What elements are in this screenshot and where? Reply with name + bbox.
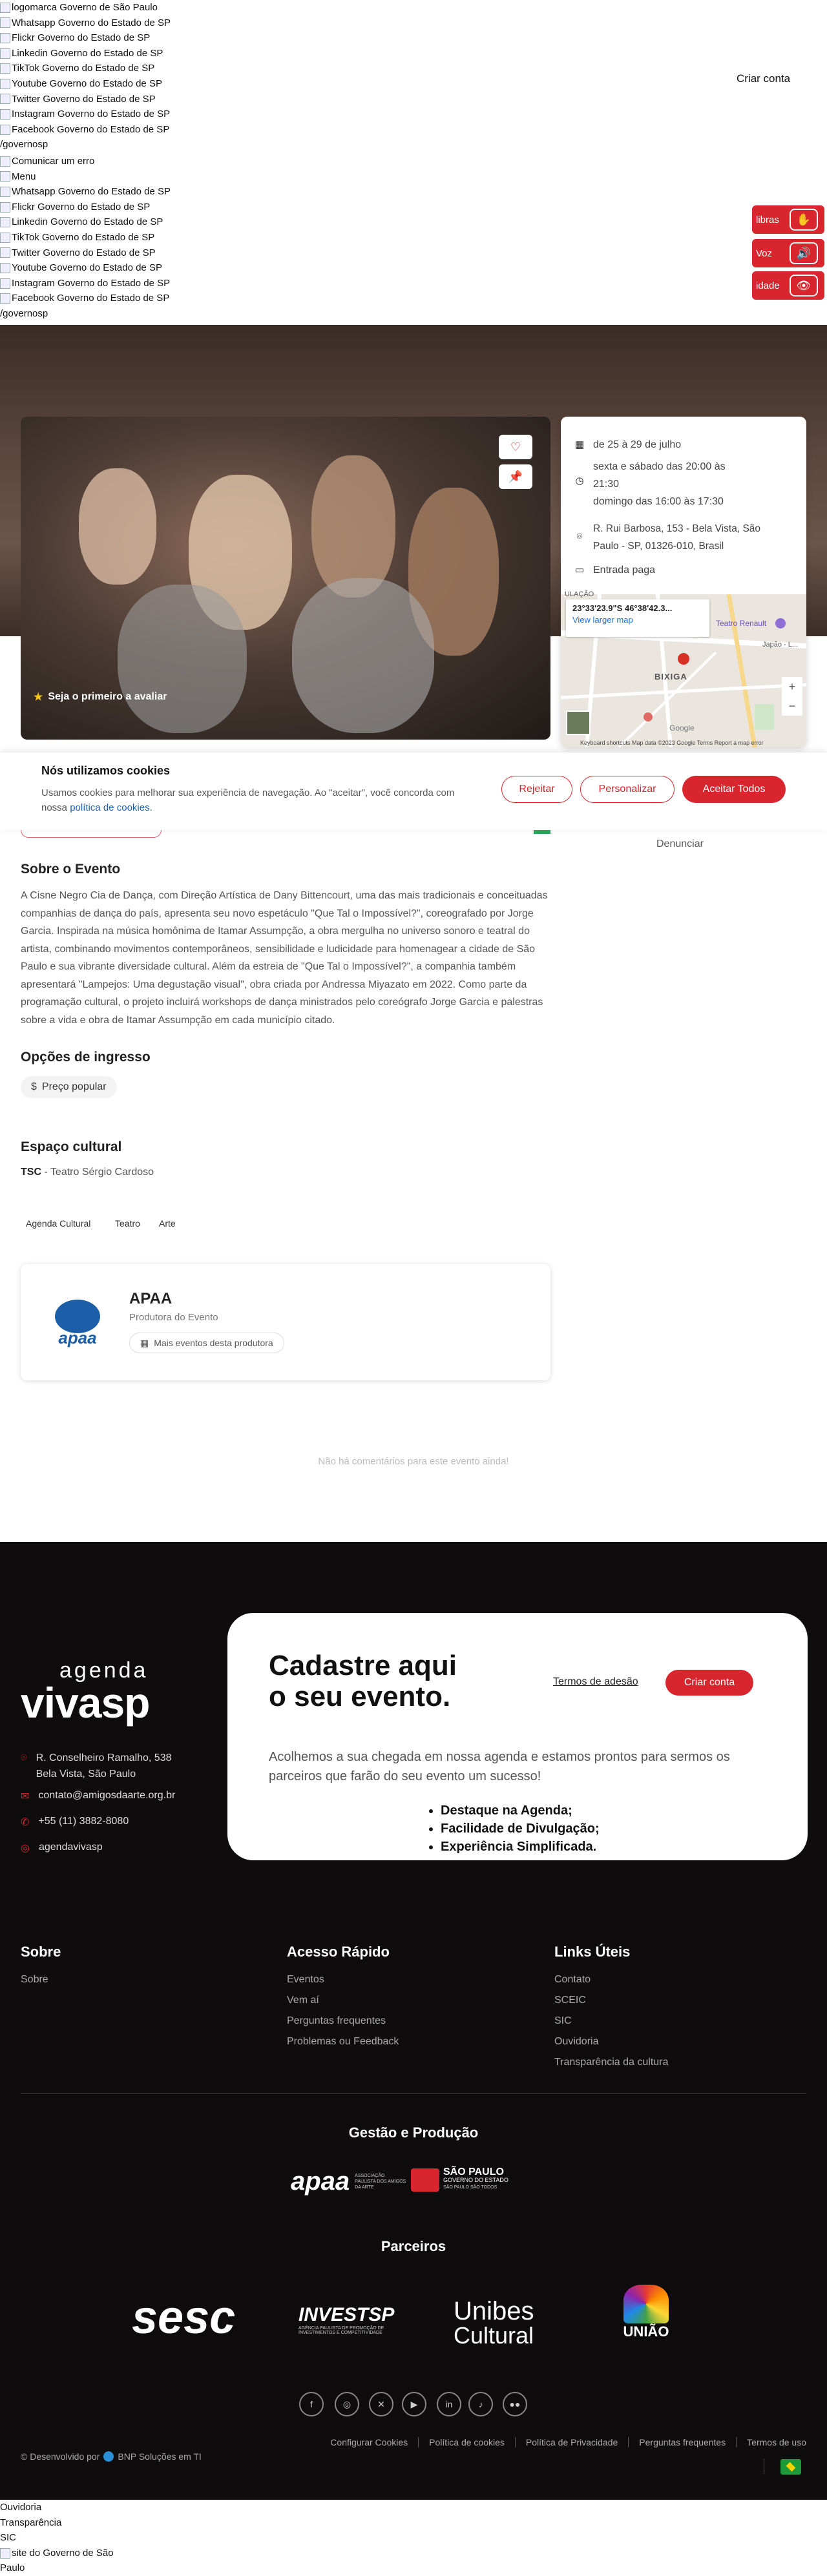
producer-role: Produtora do Evento	[129, 1312, 218, 1323]
gestao-title: Gestão e Produção	[348, 2124, 479, 2141]
venue-text	[21, 1167, 154, 1178]
terms-link[interactable]: Termos de adesão	[553, 1676, 638, 1687]
reject-cookies-button[interactable]: Rejeitar	[501, 776, 572, 803]
parceiros-title: Parceiros	[381, 2238, 446, 2254]
apaa-logo-text: apaa	[291, 2167, 350, 2196]
instagram-text: agendavivasp	[38, 1842, 103, 1853]
gov-bottom-link-8[interactable]	[0, 276, 171, 291]
linkedin-icon[interactable]: in	[437, 2392, 461, 2416]
gov-top-link-label: logomarca Governo de São Paulo	[12, 2, 158, 13]
investsp-sub: AGÊNCIA PAULISTA DE PROMOÇÃO DE INVESTIMENTOS E COMPETITIVIDADE	[298, 2326, 384, 2335]
gov-bottom-link-3[interactable]	[0, 200, 171, 215]
brazil-flag-icon[interactable]	[780, 2459, 801, 2475]
gov-top-link-label: Flickr Governo do Estado de SP	[12, 32, 151, 44]
calendar-icon: ▦	[140, 1337, 149, 1348]
libras-label: libras	[756, 214, 779, 225]
date-text: de 25 à 29 de julho	[593, 439, 682, 450]
sesc-logo: sesc	[132, 2292, 236, 2343]
address-text: R. Rui Barbosa, 153 - Bela Vista, São Paulo - SP, 01326-010, Brasil	[593, 523, 761, 552]
tag-teatro[interactable]: Teatro	[115, 1218, 140, 1229]
broken-image-icon	[0, 125, 10, 135]
gov-top-bar	[0, 0, 827, 325]
no-comments-text: Não há comentários para este evento ainda!	[318, 1456, 509, 1467]
gov-top-link-3[interactable]	[0, 46, 171, 61]
link-faq-bottom[interactable]: Perguntas frequentes	[628, 2437, 726, 2447]
uniao-logo	[607, 2285, 685, 2356]
gov-bottom-link-10[interactable]	[0, 306, 171, 322]
dev-name[interactable]: BNP Soluções em TI	[118, 2451, 202, 2462]
map-district-label: BIXIGA	[654, 672, 687, 681]
broken-image-icon	[0, 233, 10, 243]
link-sobre[interactable]: Sobre	[21, 1974, 48, 1985]
gov-top-link-7[interactable]	[0, 107, 171, 122]
gov-top-link-2[interactable]	[0, 30, 171, 46]
investsp-logo	[298, 2304, 395, 2335]
gov-top-link-4[interactable]	[0, 61, 171, 76]
report-link[interactable]: Denunciar	[656, 838, 704, 849]
map-japao-label: Japão - L...	[762, 641, 799, 649]
gov-bottom-link-1[interactable]	[0, 169, 171, 185]
link-ouvidoria[interactable]: Ouvidoria	[554, 2036, 599, 2047]
broken-image-icon	[0, 202, 10, 213]
gov-top-link-label: Instagram Governo do Estado de SP	[12, 109, 171, 120]
broken-image-icon	[0, 3, 10, 13]
gov-bottom-link-label: Comunicar um erro	[12, 156, 95, 167]
map-pin-icon: ⌾	[576, 531, 583, 542]
broken-image-icon	[0, 263, 10, 273]
entry-text: Entrada paga	[593, 565, 656, 576]
link-faq[interactable]: Perguntas frequentes	[287, 2015, 386, 2026]
map-info-box	[566, 599, 709, 637]
after-footer-link-2[interactable]	[0, 2530, 114, 2546]
after-footer-label: Transparência	[0, 2517, 62, 2528]
cookie-banner	[0, 753, 827, 830]
about-text: A Cisne Negro Cia de Dança, com Direção Artística de Dany Bittencourt, uma das mais tradicionais e conceituadas companhias de dança do país, apresenta seu novo espetáculo "Que Tal o Impossível?", coreografado por Jorge Garcia. Inspirada na música homônima de Itamar Assumpção, a obra mergulha no universo sonoro e teatral do artista, combinando movimentos contemporâneos, sensibilidade e ludicidade para homenagear a cidade de São Paulo e sua vibrante diversidade cultural. Além da estreia de "Que Tal o Impossível?", a companhia também apresentará "Lampejos: Uma degustação visual", obra criada por Andressa Miyazato em 2022. Como parte da programação cultural, o projeto incluirá workshops de dança ministrados pelo coreógrafo Jorge Garcia e palestras sobre a vida e obra de Itamar Assumpção em cada município citado.	[21, 890, 548, 1026]
voice-label: Voz	[756, 247, 773, 259]
accept-cookies-button[interactable]: Aceitar Todos	[682, 776, 786, 803]
create-account-link[interactable]: Criar conta	[737, 72, 791, 85]
date-row	[574, 436, 681, 453]
footer-instagram[interactable]	[21, 1842, 103, 1854]
cookie-policy-link[interactable]: política de cookies.	[70, 802, 152, 813]
register-title	[269, 1650, 457, 1712]
register-event-card	[227, 1613, 808, 1860]
about-title: Sobre o Evento	[21, 862, 121, 877]
broken-image-icon	[0, 278, 10, 289]
gov-top-link-label: Twitter Governo do Estado de SP	[12, 93, 156, 105]
bottom-links	[330, 2437, 806, 2447]
contrast-button[interactable]	[752, 271, 824, 300]
register-text: Acolhemos a sua chegada em nossa agenda e estamos prontos para sermos os parceiros que farão do seu evento um sucesso!	[269, 1750, 730, 1783]
after-footer-link-3[interactable]	[0, 2546, 114, 2561]
link-sceic[interactable]: SCEIC	[554, 1995, 586, 2006]
gov-bottom-link-6[interactable]	[0, 245, 171, 261]
gov-bottom-link-label: Youtube Governo do Estado de SP	[12, 262, 162, 274]
gov-bottom-link-label: TikTok Governo do Estado de SP	[12, 231, 155, 243]
gov-bottom-link-label: Whatsapp Governo do Estado de SP	[12, 186, 171, 198]
more-events-button[interactable]	[129, 1333, 284, 1353]
gov-top-link-1[interactable]	[0, 16, 171, 31]
sp-gov-1: SÃO PAULO	[443, 2166, 504, 2177]
eye-icon: 👁	[790, 275, 818, 296]
gov-top-link-0[interactable]	[0, 0, 171, 16]
event-info-card	[561, 417, 806, 747]
broken-image-icon	[0, 247, 10, 258]
unibes-2: Cultural	[454, 2322, 534, 2349]
gov-link-list-bottom	[0, 154, 171, 322]
tickets-title: Opções de ingresso	[21, 1050, 151, 1065]
address-line-2: Bela Vista, São Paulo	[36, 1769, 136, 1780]
after-footer-link-4[interactable]	[0, 2560, 114, 2576]
google-logo: Google	[669, 723, 695, 732]
footer-col-sobre	[21, 1944, 61, 1990]
broken-image-icon	[0, 2548, 10, 2559]
gov-bottom-link-label: Facebook Governo do Estado de SP	[12, 293, 170, 304]
broken-image-icon	[0, 33, 10, 43]
hidden-accent-edge	[534, 830, 550, 834]
after-footer-label: Ouvidoria	[0, 2502, 42, 2513]
broken-image-icon	[0, 156, 10, 167]
col-title-links: Links Úteis	[554, 1944, 631, 1960]
gov-link-list-top	[0, 0, 171, 152]
unibes-logo	[454, 2299, 534, 2348]
gov-bottom-link-2[interactable]	[0, 184, 171, 200]
favorite-button[interactable]	[499, 435, 532, 459]
broken-image-icon	[0, 17, 10, 28]
bnp-icon	[103, 2451, 114, 2462]
price-chip	[21, 1076, 117, 1098]
gov-bottom-link-label: Instagram Governo do Estado de SP	[12, 277, 171, 289]
bullet-1: • Destaque na Agenda;	[441, 1802, 600, 1820]
map-place-label: Teatro Renault	[716, 619, 767, 628]
gov-top-link-6[interactable]	[0, 92, 171, 107]
gov-top-link-label: TikTok Governo do Estado de SP	[12, 63, 155, 74]
gov-top-link-5[interactable]	[0, 76, 171, 92]
broken-image-icon	[0, 217, 10, 227]
link-config-cookies[interactable]: Configurar Cookies	[330, 2437, 408, 2447]
after-footer-label: Paulo	[0, 2562, 25, 2574]
gov-bottom-link-5[interactable]	[0, 230, 171, 245]
link-feedback[interactable]: Problemas ou Feedback	[287, 2036, 399, 2047]
map-layer-toggle[interactable]	[566, 711, 591, 735]
footer-email[interactable]	[21, 1790, 175, 1803]
sp-gov-logo	[411, 2168, 508, 2192]
mail-icon: ✉	[21, 1791, 30, 1802]
zoom-controls[interactable]: + −	[782, 677, 802, 716]
broken-image-icon	[0, 293, 10, 304]
footer-address	[21, 1750, 172, 1782]
map-attribution: Keyboard shortcuts Map data ©2023 Google Terms Report a map error	[580, 740, 764, 746]
producer-logo-text: apaa	[58, 1327, 97, 1347]
instagram-icon: ◎	[21, 1843, 30, 1854]
gov-top-link-label: /governosp	[0, 139, 48, 151]
after-footer-link-0[interactable]	[0, 2500, 114, 2515]
broken-image-icon	[0, 79, 10, 89]
phone-icon: ✆	[21, 1817, 30, 1828]
price-label: Preço popular	[41, 1081, 107, 1092]
ticket-icon: ▭	[574, 565, 585, 576]
register-title-2: o seu evento.	[269, 1681, 451, 1712]
speaker-icon: 🔊	[790, 242, 818, 264]
larger-map-link[interactable]: View larger map	[572, 615, 633, 625]
gov-bottom-link-9[interactable]	[0, 291, 171, 306]
gov-bottom-link-label: Twitter Governo do Estado de SP	[12, 247, 156, 258]
facebook-icon[interactable]: f	[299, 2392, 324, 2416]
hands-icon: ✋	[790, 209, 818, 231]
gov-top-link-label: Linkedin Governo do Estado de SP	[12, 47, 163, 59]
create-account-button[interactable]: Criar conta	[665, 1670, 753, 1696]
broken-image-icon	[0, 48, 10, 59]
link-eventos[interactable]: Eventos	[287, 1974, 324, 1985]
map-pin-icon: ⌾	[21, 1752, 27, 1763]
rating-badge[interactable]	[34, 691, 167, 703]
apaa-logo-sub: ASSOCIAÇÃO PAULISTA DOS AMIGOS DA ARTE	[355, 2174, 406, 2190]
after-footer-label: SIC	[0, 2532, 17, 2544]
more-events-label: Mais eventos desta produtora	[154, 1338, 273, 1348]
dollar-icon: $	[31, 1081, 37, 1092]
link-contato[interactable]: Contato	[554, 1974, 591, 1985]
customize-cookies-button[interactable]: Personalizar	[580, 776, 675, 803]
sp-gov-2: GOVERNO DO ESTADO	[443, 2177, 508, 2183]
producer-name: APAA	[129, 1290, 173, 1307]
clock-icon: ◷	[575, 475, 584, 486]
unibes-1: Unibes	[454, 2297, 534, 2325]
youtube-icon[interactable]: ▶	[402, 2392, 426, 2416]
broken-image-icon	[0, 94, 10, 104]
gov-bottom-link-label: Flickr Governo do Estado de SP	[12, 201, 151, 213]
libras-button[interactable]	[752, 205, 824, 234]
contrast-label: idade	[756, 280, 780, 291]
space-title: Espaço cultural	[21, 1139, 122, 1154]
broken-image-icon	[0, 63, 10, 74]
uniao-text: UNIÃO	[623, 2323, 669, 2340]
link-vem-ai[interactable]: Vem aí	[287, 1995, 319, 2006]
link-sic[interactable]: SIC	[554, 2015, 572, 2026]
tag-arte[interactable]: Arte	[159, 1218, 176, 1229]
register-bullets	[441, 1802, 600, 1856]
col-title-acesso: Acesso Rápido	[287, 1944, 390, 1960]
bullet-2: • Facilidade de Divulgação;	[441, 1820, 600, 1838]
footer-phone[interactable]	[21, 1816, 129, 1829]
voice-button[interactable]	[752, 239, 824, 267]
gov-top-link-9[interactable]	[0, 137, 171, 152]
producer-card	[21, 1264, 550, 1380]
event-image	[21, 417, 550, 740]
address-row	[574, 520, 780, 555]
venue-code: TSC	[21, 1167, 41, 1178]
link-privacy[interactable]: Política de Privacidade	[515, 2437, 618, 2447]
rating-label: Seja o primeiro a avaliar	[48, 691, 167, 702]
link-cookie-policy[interactable]: Política de cookies	[418, 2437, 505, 2447]
location-map[interactable]	[561, 590, 806, 747]
star-icon: ★	[34, 692, 43, 703]
gov-top-link-8[interactable]	[0, 122, 171, 138]
tiktok-icon[interactable]: ♪	[468, 2392, 493, 2416]
cookie-text-body: Usamos cookies para melhorar sua experiência de navegação. Ao "aceitar", você concorda com nossa	[41, 787, 455, 813]
instagram-social-icon[interactable]: ◎	[335, 2392, 359, 2416]
email-text: contato@amigosdaarte.org.br	[38, 1790, 176, 1801]
gov-top-link-label: Youtube Governo do Estado de SP	[12, 78, 162, 89]
pin-button[interactable]	[499, 464, 532, 489]
broken-image-icon	[0, 109, 10, 119]
schedule-text-1: sexta e sábado das 20:00 às 21:30	[593, 461, 726, 490]
footer	[0, 1542, 827, 2500]
broken-image-icon	[0, 171, 10, 182]
calendar-icon: ▦	[574, 439, 585, 450]
hidden-button-edge	[21, 830, 162, 838]
link-terms[interactable]: Termos de uso	[736, 2437, 806, 2447]
broken-image-icon	[0, 187, 10, 197]
tag-agenda[interactable]: Agenda Cultural	[26, 1218, 91, 1229]
address-line-1: R. Conselheiro Ramalho, 538	[36, 1752, 172, 1763]
apaa-logo	[291, 2167, 406, 2196]
investsp-text: INVESTSP	[298, 2304, 395, 2325]
gov-bottom-link-0[interactable]	[0, 154, 171, 169]
schedule-row	[574, 458, 735, 510]
map-coords: 23°33'23.9"S 46°38'42.3...	[572, 603, 673, 613]
footer-col-acesso	[287, 1944, 399, 2052]
developer-credit	[21, 2451, 202, 2462]
cookie-title: Nós utilizamos cookies	[41, 764, 171, 777]
footer-col-links	[554, 1944, 668, 2073]
sp-gov-3: SÃO PAULO SÃO TODOS	[443, 2185, 497, 2190]
heart-icon: ♡	[510, 440, 521, 453]
after-footer-label: site do Governo de São	[12, 2547, 114, 2559]
gov-bottom-link-4[interactable]	[0, 214, 171, 230]
venue-name: - Teatro Sérgio Cardoso	[41, 1167, 154, 1178]
gov-bottom-link-7[interactable]	[0, 260, 171, 276]
footer-logo-top: agenda	[59, 1658, 149, 1683]
gov-bottom-link-label: /governosp	[0, 307, 48, 319]
pin-icon: 📌	[508, 470, 523, 483]
flickr-icon[interactable]: ●●	[503, 2392, 527, 2416]
register-title-1: Cadastre aqui	[269, 1650, 457, 1681]
after-footer-links	[0, 2500, 114, 2576]
map-top-label: ULAÇÃO	[565, 590, 594, 598]
schedule-text-2: domingo das 16:00 às 17:30	[593, 496, 724, 507]
x-icon[interactable]: ✕	[369, 2392, 393, 2416]
gov-top-link-label: Whatsapp Governo do Estado de SP	[12, 17, 171, 28]
phone-text: +55 (11) 3882-8080	[38, 1816, 129, 1827]
gov-bottom-link-label: Menu	[12, 171, 36, 182]
bullet-3: • Experiência Simplificada.	[441, 1838, 600, 1856]
gov-bottom-link-label: Linkedin Governo do Estado de SP	[12, 216, 163, 228]
footer-logo	[21, 1658, 150, 1727]
producer-logo	[41, 1287, 114, 1360]
link-transparencia[interactable]: Transparência da cultura	[554, 2057, 669, 2068]
dev-prefix: © Desenvolvido por	[21, 2451, 100, 2462]
after-footer-link-1[interactable]	[0, 2515, 114, 2531]
entry-row	[574, 561, 655, 579]
col-title-sobre: Sobre	[21, 1944, 61, 1960]
gov-top-link-label: Facebook Governo do Estado de SP	[12, 123, 170, 135]
cookie-text	[41, 785, 481, 815]
footer-logo-bottom: vivasp	[21, 1679, 150, 1727]
